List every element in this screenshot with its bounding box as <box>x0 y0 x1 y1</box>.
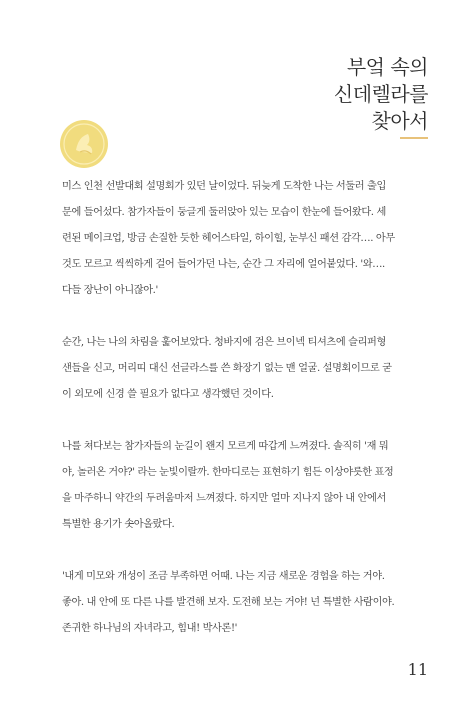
decorative-seal-icon <box>60 120 108 168</box>
paragraph <box>62 330 430 408</box>
paragraph <box>62 564 430 642</box>
text-line: 나를 쳐다보는 참가자들의 눈길이 왠지 모르게 따갑게 느껴졌다. 솔직히 '재 뭐 <box>62 441 389 452</box>
text-line: '내게 미모와 개성이 조금 부족하면 어때. 나는 지금 새로운 경험을 하는 거야. <box>62 571 385 582</box>
text-line: 야, 놀러온 거야?' 라는 눈빛이랄까. 한마디로는 표현하기 힘든 이상야릇한 표정 <box>62 467 394 478</box>
text-line: 문에 들어섰다. 참가자들이 둥글게 둘러앉아 있는 모습이 한눈에 들어왔다. 세 <box>62 207 386 218</box>
chapter-title-line: 찾아서 <box>371 109 428 133</box>
chapter-title <box>334 54 428 135</box>
text-line: 련된 메이크업, 방금 손질한 듯한 헤어스타일, 하이힐, 눈부신 패션 감각…. 아무 <box>62 233 395 244</box>
chapter-title-line: 부엌 속의 <box>346 55 428 79</box>
text-line: 이 외모에 신경 쓸 필요가 없다고 생각했던 것이다. <box>62 389 274 400</box>
body-text <box>62 174 430 668</box>
text-line: 미스 인천 선발대회 설명회가 있던 날이었다. 뒤늦게 도착한 나는 서둘러 출입 <box>62 181 386 192</box>
text-line: 것도 모르고 씩씩하게 걸어 들어가던 나는, 순간 그 자리에 얼어붙었다. '와…. <box>62 259 385 270</box>
page-number: 11 <box>407 660 428 679</box>
text-line: 좋아. 내 안에 또 다른 나를 발견해 보자. 도전해 보는 거야! 넌 특별한 사람이야. <box>62 597 395 608</box>
title-underline-rule <box>400 137 428 139</box>
text-line: 존귀한 하나님의 자녀라고, 힘내! 박사론!' <box>62 623 238 634</box>
text-line: 특별한 용기가 솟아올랐다. <box>62 519 175 530</box>
paragraph <box>62 434 430 538</box>
chapter-title-line: 신데렐라를 <box>333 82 428 106</box>
text-line: 샌들을 신고, 머리띠 대신 선글라스를 쓴 화장기 없는 맨 얼굴. 설명회이므로 굳 <box>62 363 392 374</box>
paragraph <box>62 174 430 304</box>
text-line: 을 마주하니 약간의 두려움마저 느껴졌다. 하지만 얼마 지나지 않아 내 안에서 <box>62 493 386 504</box>
text-line: 순간, 나는 나의 차림을 훑어보았다. 청바지에 검은 브이넥 티셔츠에 슬리퍼형 <box>62 337 386 348</box>
text-line: 다들 장난이 아니잖아.' <box>62 285 158 296</box>
